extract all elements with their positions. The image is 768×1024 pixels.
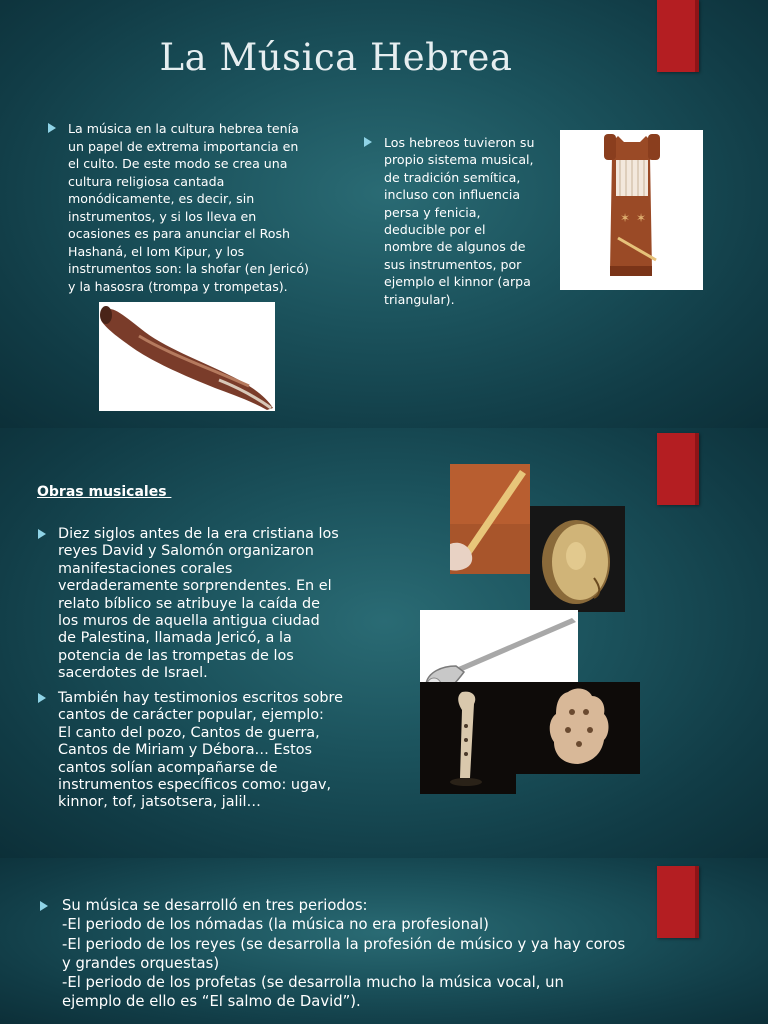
slide-1 xyxy=(0,0,768,428)
bullet-item xyxy=(364,134,554,308)
svg-text:✶: ✶ xyxy=(636,211,647,225)
bullet-arrow-icon xyxy=(38,529,46,539)
frame-drum-image xyxy=(530,506,625,612)
slide-3 xyxy=(0,858,768,1024)
bullet-item xyxy=(38,526,398,683)
bullet-arrow-icon xyxy=(364,137,372,147)
slide-2 xyxy=(0,428,768,858)
kinnor-harp-image xyxy=(560,130,703,290)
section-heading: Obras musicales xyxy=(37,484,172,500)
bullet-arrow-icon xyxy=(38,693,46,703)
bullet-item xyxy=(38,690,398,812)
bullet-item xyxy=(40,896,660,1012)
page-title: La Música Hebrea xyxy=(159,36,513,79)
wooden-flute-image xyxy=(450,464,530,574)
bullet-text: Los hebreos tuvieron su propio sistema musical, de tradición semítica, incluso con influencia persa y fenicia, deducible por el nombre de algunos de sus instrumentos, por ejemplo el kinnor (arpa triangular). xyxy=(384,135,535,307)
bullet-arrow-icon xyxy=(48,123,56,133)
bone-flute-image xyxy=(420,682,516,794)
red-accent-tab xyxy=(657,866,699,938)
svg-text:✶: ✶ xyxy=(620,211,631,225)
red-accent-tab xyxy=(657,433,699,505)
bullet-text: También hay testimonios escritos sobre cantos de carácter popular, ejemplo: El canto del pozo, Cantos de guerra, Cantos de Miriam y Débora… Estos cantos solían acompañarse de instrumentos específicos como: ugav, kinnor, tof, jatsotsera, jalil… xyxy=(58,690,343,811)
bullet-text: La música en la cultura hebrea tenía un papel de extrema importancia en el culto. De este modo se crea una cultura religiosa cantada monódicamente, es decir, sin instrumentos, y si los lleva en ocasiones es para anunciar el Rosh Hashaná, el Iom Kipur, y los instrumentos son: la shofar (en Jericó) y la hasosra (trompa y trompetas). xyxy=(68,121,309,294)
bullet-arrow-icon xyxy=(40,901,48,911)
bullet-text: Diez siglos antes de la era cristiana los reyes David y Salomón organizaron manifestaciones corales verdaderamente sorprendentes. En el relato bíblico se atribuye la caída de los muros de aquella antigua ciudad de Palestina, llamada Jericó, a la potencia de las trompetas de los sacerdotes de Israel. xyxy=(58,526,339,682)
clay-ocarina-image xyxy=(516,682,640,774)
bullet-text: Su música se desarrolló en tres periodos: -El periodo de los nómadas (la música no era profesional) -El periodo de los reyes (se desarrolla la profesión de músico y ya hay coros y grandes orquestas) -El periodo de los profetas (se desarrolla mucho la música vocal, un ejemplo de ello es “El salmo de David”). xyxy=(62,897,626,1011)
shofar-image xyxy=(99,302,275,411)
bullet-item xyxy=(48,120,348,295)
